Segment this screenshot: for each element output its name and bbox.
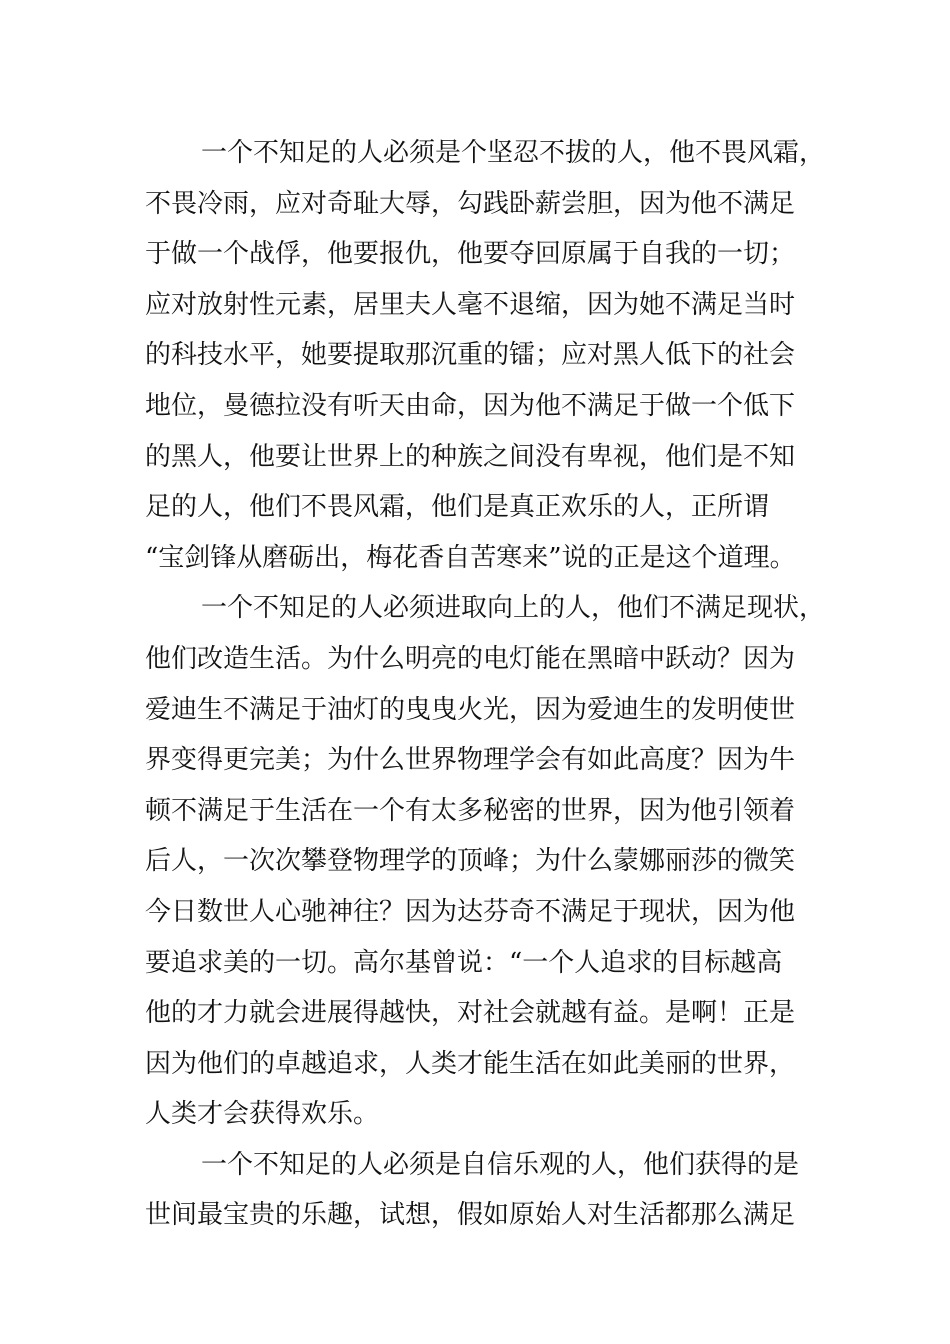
text-line: 人类才会获得欢乐。	[145, 1099, 380, 1130]
document-body-text	[145, 128, 825, 1241]
text-line: 一个不知足的人必须是自信乐观的人，他们获得的是	[201, 1149, 800, 1180]
text-line: 于做一个战俘，他要报仇，他要夺回原属于自我的一切；	[145, 239, 796, 270]
text-line: 界变得更完美；为什么世界物理学会有如此高度？因为牛	[145, 745, 796, 776]
text-line: 他们改造生活。为什么明亮的电灯能在黑暗中跃动？因为	[145, 643, 796, 674]
text-line: 应对放射性元素，居里夫人毫不退缩，因为她不满足当时	[145, 289, 796, 320]
text-line: 一个不知足的人必须进取向上的人，他们不满足现状，	[201, 593, 826, 624]
text-line: 因为他们的卓越追求，人类才能生活在如此美丽的世界，	[145, 1048, 796, 1079]
text-line: “宝剑锋从磨砺出，梅花香自苦寒来”说的正是这个道理。	[145, 542, 796, 573]
text-line: 今日数世人心驰神往？因为达芬奇不满足于现状，因为他	[145, 896, 796, 927]
text-line: 他的才力就会进展得越快，对社会就越有益。是啊！正是	[145, 998, 796, 1029]
text-line: 的黑人，他要让世界上的种族之间没有卑视，他们是不知	[145, 441, 796, 472]
text-line: 要追求美的一切。高尔基曾说：“一个人追求的目标越高	[145, 947, 783, 978]
text-line: 后人，一次次攀登物理学的顶峰；为什么蒙娜丽莎的微笑	[145, 846, 796, 877]
text-line: 地位，曼德拉没有听天由命，因为他不满足于做一个低下	[145, 390, 796, 421]
text-line: 一个不知足的人必须是个坚忍不拔的人，他不畏风霜，	[201, 138, 826, 168]
text-line: 爱迪生不满足于油灯的曳曳火光，因为爱迪生的发明使世	[145, 694, 796, 725]
text-line: 的科技水平，她要提取那沉重的镭；应对黑人低下的社会	[145, 340, 796, 371]
text-line: 足的人，他们不畏风霜，他们是真正欢乐的人，正所谓	[145, 492, 770, 523]
text-line: 顿不满足于生活在一个有太多秘密的世界，因为他引领着	[145, 795, 796, 826]
text-line: 不畏冷雨，应对奇耻大辱，勾践卧薪尝胆，因为他不满足	[145, 188, 796, 219]
text-line: 世间最宝贵的乐趣，试想，假如原始人对生活都那么满足	[145, 1200, 796, 1231]
